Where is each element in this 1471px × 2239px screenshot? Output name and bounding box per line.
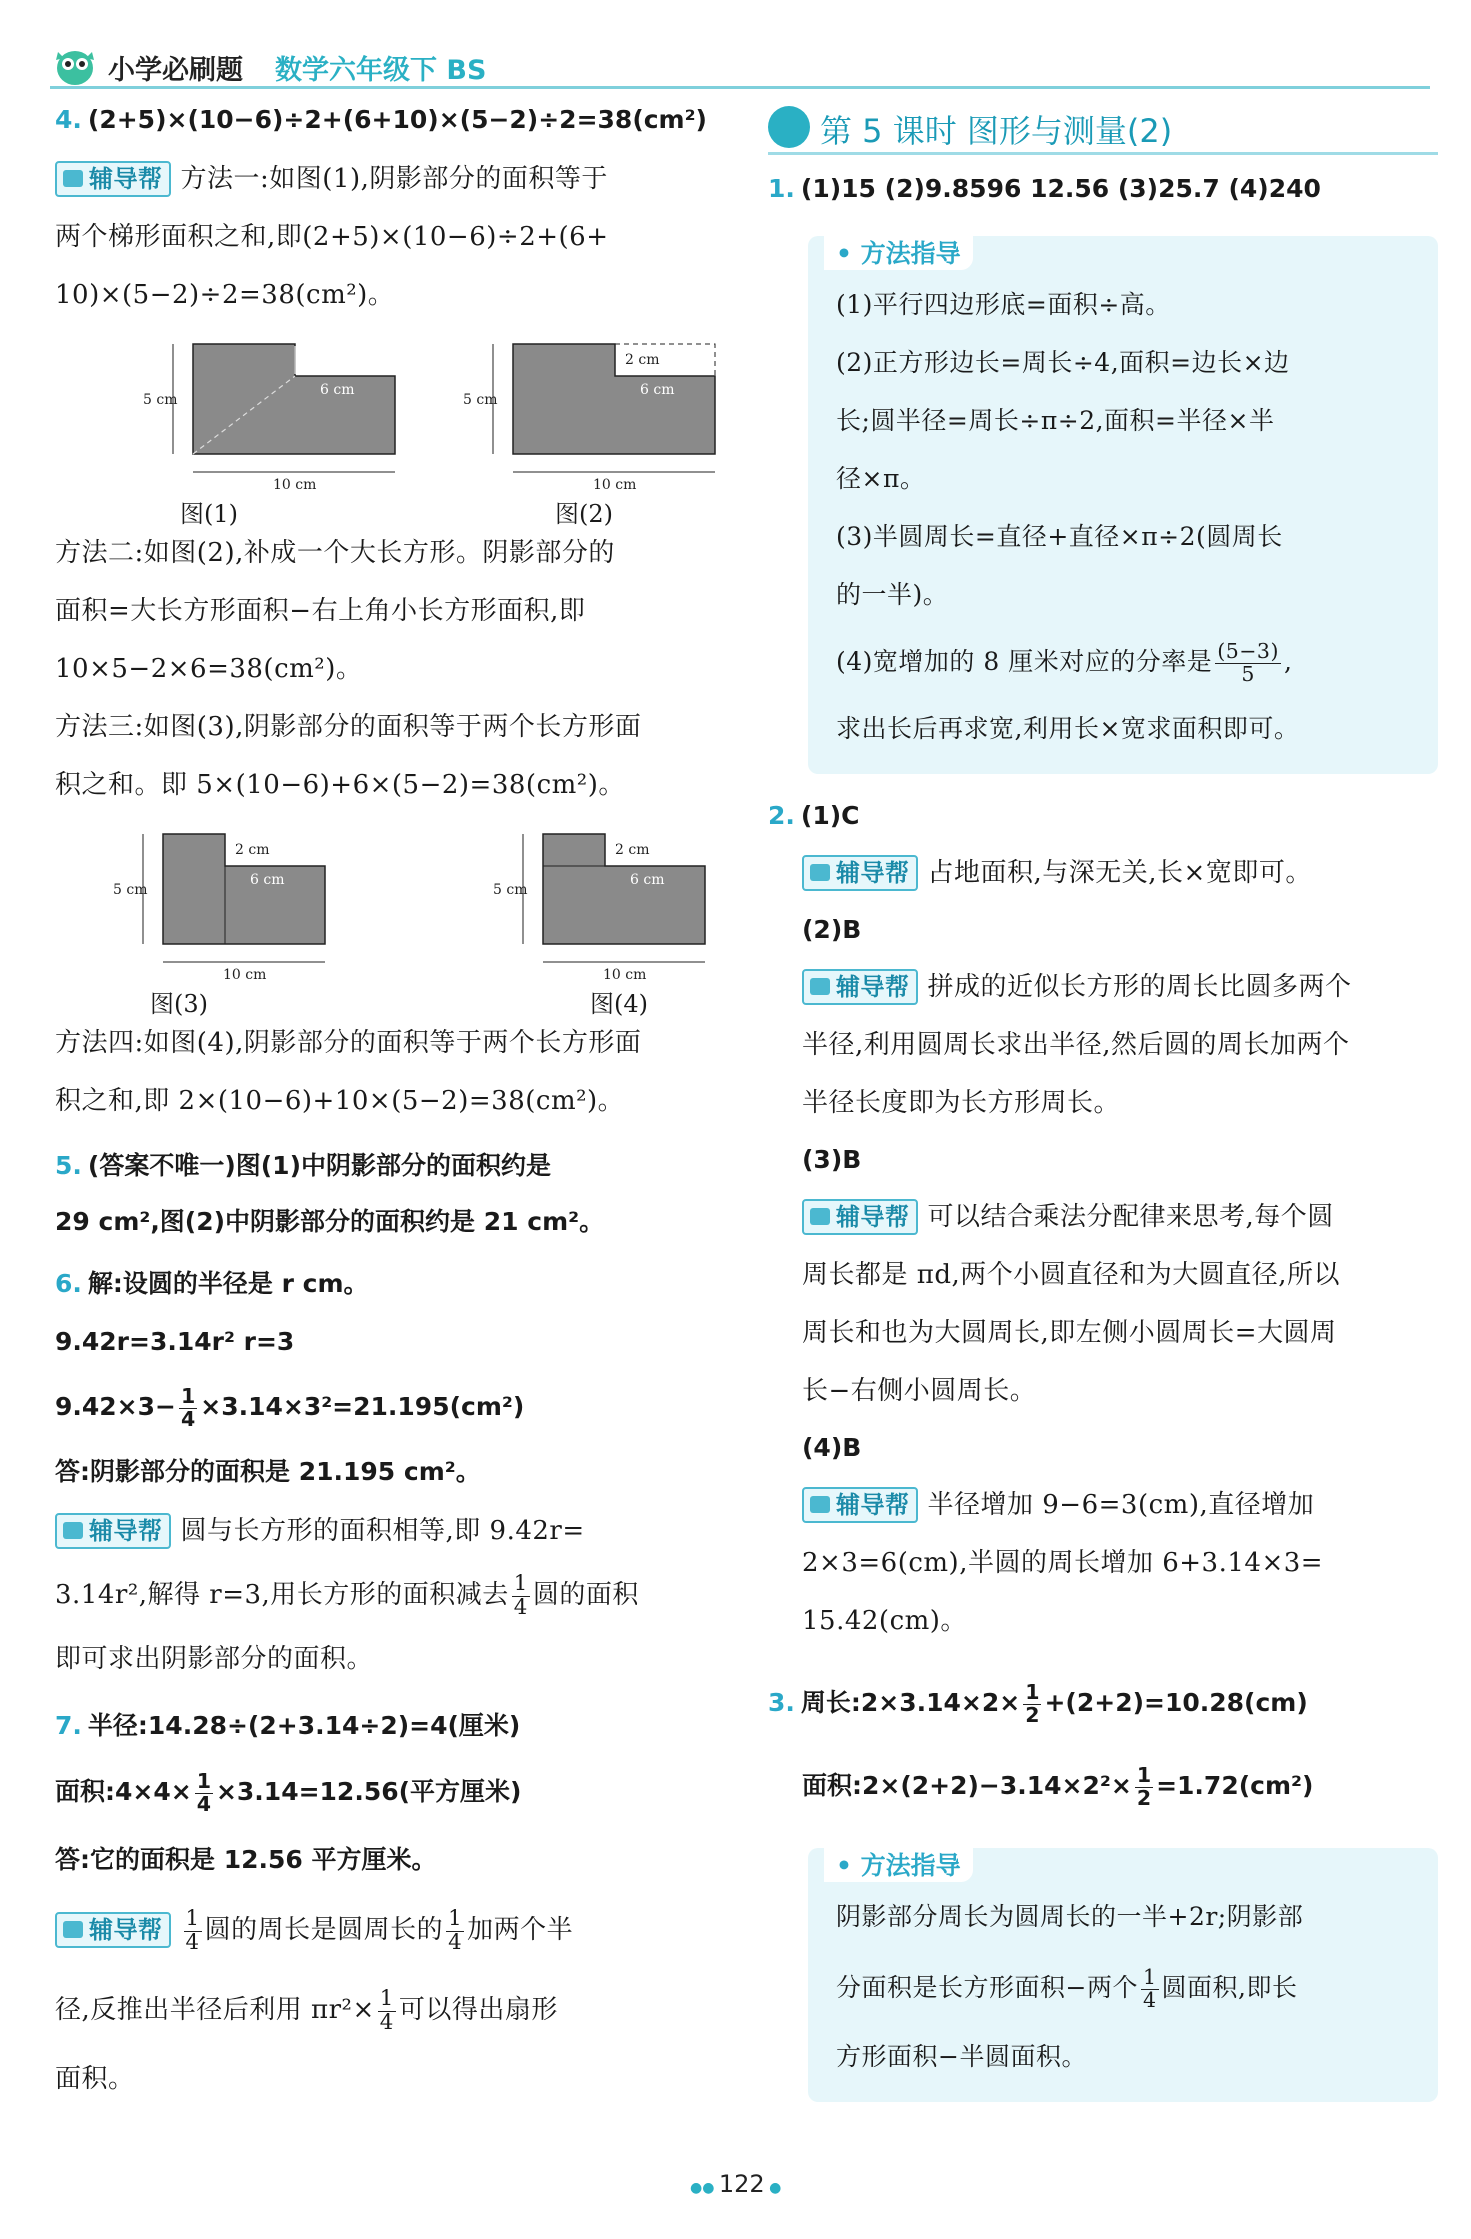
svg-text:5 cm: 5 cm [463, 392, 498, 408]
lesson-icon [768, 106, 810, 148]
r-q2-h3: 辅导帮 可以结合乘法分配律来思考,每个圆 [768, 1188, 1438, 1246]
figure-4-caption: 图(4) [590, 990, 648, 1018]
header-rule [50, 86, 1430, 89]
r-q3-area: 面积:2×(2+2)−3.14×2²× $\frac{1}{2}$ =1.72(cm²) [802, 1762, 1314, 1810]
method-title: • 方法指导 [824, 1846, 973, 1882]
r-q2-h3-line2: 周长都是 πd,两个小圆直径和为大圆直径,所以 [802, 1260, 1341, 1290]
r-q1-line7: (4)宽增加的 8 厘米对应的分率是 $\frac{(5-3)}{5}$ , [836, 639, 1293, 686]
r-q2-s4: (4)B [802, 1433, 862, 1462]
r-q2-h4: 辅导帮 半径增加 9−6=3(cm),直径增加 [768, 1476, 1438, 1534]
r-q1-line4: 径×π。 [836, 464, 926, 493]
r-q1-line1: (1)平行四边形底=面积÷高。 [836, 290, 1171, 319]
q7-hint: 辅导帮 $\frac{1}{4}$ 圆的周长是圆周长的 $\frac{1}{4}$ 加两个半 [55, 1890, 735, 1970]
r-q3-method-box [808, 1848, 1438, 2102]
q6-hint: 辅导帮 圆与长方形的面积相等,即 9.42r= [55, 1502, 735, 1560]
r-q2-h2: 辅导帮 拼成的近似长方形的周长比圆多两个 [768, 958, 1438, 1016]
r-q2-h4-line2: 2×3=6(cm),半圆的周长增加 6+3.14×3= [802, 1548, 1324, 1578]
hint-tag: 辅导帮 [802, 855, 918, 891]
figure-1 [115, 334, 415, 494]
svg-text:5 cm: 5 cm [493, 882, 528, 898]
lesson-heading [768, 100, 1438, 160]
hint-tag: 辅导帮 [802, 1199, 918, 1235]
page-number: ●● 122 ● [690, 2170, 782, 2198]
svg-text:5 cm: 5 cm [113, 882, 148, 898]
book-subject: 数学六年级下 BS [275, 55, 487, 86]
r-q2-h2-line2: 半径,利用圆周长求出半径,然后圆的周长加两个 [802, 1030, 1350, 1060]
r-q1-line8: 求出长后再求宽,利用长×宽求面积即可。 [836, 714, 1300, 743]
q7-area: 面积:4×4× $\frac{1}{4}$ ×3.14=12.56(平方厘米) [55, 1768, 522, 1816]
svg-text:2 cm: 2 cm [235, 842, 270, 858]
svg-text:2 cm: 2 cm [615, 842, 650, 858]
q6-hint-line2: 3.14r²,解得 r=3,用长方形的面积减去 $\frac{1}{4}$ 圆的面积 [55, 1571, 639, 1620]
right-column [768, 100, 1438, 2112]
r-q2-s1: 2. (1)C [768, 801, 860, 830]
r-q2-h3-line3: 周长和也为大圆周长,即左侧小圆周长=大圆周 [802, 1318, 1337, 1348]
q4-method2-line3: 10×5−2×6=38(cm²)。 [55, 654, 363, 684]
q5-answer: 5. (答案不唯一)图(1)中阴影部分的面积约是 [55, 1151, 552, 1180]
svg-text:10 cm: 10 cm [603, 967, 647, 983]
q4-method3: 方法三:如图(3),阴影部分的面积等于两个长方形面 [55, 712, 642, 742]
q4-method1-line3: 10)×(5−2)÷2=38(cm²)。 [55, 280, 395, 310]
r-q1-line2: (2)正方形边长=周长÷4,面积=边长×边 [836, 348, 1290, 377]
figure-3-caption: 图(3) [150, 990, 208, 1018]
lesson-rule [768, 152, 1438, 155]
hint-tag: 辅导帮 [802, 969, 918, 1005]
figure-2 [435, 334, 755, 494]
r-q2-h2-line3: 半径长度即为长方形周长。 [802, 1088, 1121, 1118]
q6-equation: 9.42r=3.14r² r=3 [55, 1327, 295, 1356]
lesson-title: 第 5 课时 图形与测量(2) [820, 112, 1173, 150]
q6-hint-line3: 即可求出阴影部分的面积。 [55, 1644, 374, 1674]
r-q3-perimeter: 3. 周长:2×3.14×2× $\frac{1}{2}$ +(2+2)=10.28(cm) [768, 1679, 1308, 1727]
svg-text:2 cm: 2 cm [305, 352, 340, 368]
svg-text:10 cm: 10 cm [273, 477, 317, 493]
q7-hint-line3: 面积。 [55, 2064, 135, 2094]
figure-2-caption: 图(2) [555, 500, 613, 528]
svg-text:6 cm: 6 cm [640, 382, 675, 398]
r-q1-line3: 长;圆半径=周长÷π÷2,面积=半径×半 [836, 406, 1275, 435]
hint-tag: 辅导帮 [55, 1513, 171, 1549]
r-q2-h1: 辅导帮 占地面积,与深无关,长×宽即可。 [768, 844, 1438, 902]
svg-text:2 cm: 2 cm [625, 352, 660, 368]
r-q3-line2: 分面积是长方形面积−两个 $\frac{1}{4}$ 圆面积,即长 [836, 1965, 1298, 2012]
q4-method2: 方法二:如图(2),补成一个大长方形。阴影部分的 [55, 538, 615, 568]
svg-text:10 cm: 10 cm [223, 967, 267, 983]
r-q2-h4-line3: 15.42(cm)。 [802, 1606, 967, 1636]
q7-hint-line2: 径,反推出半径后利用 πr²× $\frac{1}{4}$ 可以得出扇形 [55, 1986, 558, 2035]
hint-tag: 辅导帮 [55, 1912, 171, 1948]
q6-calc: 9.42×3− $\frac{1}{4}$ ×3.14×3²=21.195(cm²) [55, 1383, 525, 1431]
q4-method1: 辅导帮 方法一:如图(1),阴影部分的面积等于 [55, 150, 735, 208]
q4-method2-line2: 面积=大长方形面积−右上角小长方形面积,即 [55, 596, 586, 626]
q4-method3-line2: 积之和。即 5×(10−6)+6×(5−2)=38(cm²)。 [55, 770, 625, 800]
svg-text:6 cm: 6 cm [320, 382, 355, 398]
hint-tag: 辅导帮 [55, 161, 171, 197]
q6-conclusion: 答:阴影部分的面积是 21.195 cm²。 [55, 1457, 481, 1486]
q7-radius: 7. 半径:14.28÷(2+3.14÷2)=4(厘米) [55, 1711, 521, 1740]
page-header [50, 38, 1430, 94]
method-title: • 方法指导 [824, 234, 973, 270]
r-q1-line6: 的一半)。 [836, 580, 949, 609]
r-q2-s2: (2)B [802, 915, 862, 944]
svg-text:10 cm: 10 cm [593, 477, 637, 493]
r-q3-line1: 阴影部分周长为圆周长的一半+2r;阴影部 [836, 1902, 1304, 1931]
q4-method1-line2: 两个梯形面积之和,即(2+5)×(10−6)÷2+(6+ [55, 222, 609, 252]
hint-tag: 辅导帮 [802, 1487, 918, 1523]
svg-text:5 cm: 5 cm [143, 392, 178, 408]
r-q1-line5: (3)半圆周长=直径+直径×π÷2(圆周长 [836, 522, 1283, 551]
figures-1-2 [55, 324, 735, 528]
q6-solution: 6. 解:设圆的半径是 r cm。 [55, 1269, 369, 1298]
r-q1-method-box [808, 236, 1438, 774]
figure-3 [85, 824, 385, 984]
figure-4 [465, 824, 765, 984]
q5-answer-line2: 29 cm²,图(2)中阴影部分的面积约是 21 cm²。 [55, 1207, 605, 1236]
svg-text:6 cm: 6 cm [630, 872, 665, 888]
q7-conclusion: 答:它的面积是 12.56 平方厘米。 [55, 1845, 437, 1874]
left-column [55, 100, 735, 2108]
q4-answer: 4. (2+5)×(10−6)÷2+(6+10)×(5−2)÷2=38(cm²) [55, 105, 707, 134]
r-q2-h3-line4: 长−右侧小圆周长。 [802, 1376, 1037, 1406]
q4-method4-line2: 积之和,即 2×(10−6)+10×(5−2)=38(cm²)。 [55, 1086, 625, 1116]
owl-logo-icon [52, 38, 98, 88]
q4-method4: 方法四:如图(4),阴影部分的面积等于两个长方形面 [55, 1028, 642, 1058]
figure-1-caption: 图(1) [180, 500, 238, 528]
r-q3-line3: 方形面积−半圆面积。 [836, 2042, 1087, 2071]
r-q1-answer: 1. (1)15 (2)9.8596 12.56 (3)25.7 (4)240 [768, 174, 1321, 203]
svg-text:6 cm: 6 cm [250, 872, 285, 888]
figures-3-4 [55, 814, 735, 1018]
book-title: 小学必刷题 [108, 55, 243, 86]
r-q2-s3: (3)B [802, 1145, 862, 1174]
